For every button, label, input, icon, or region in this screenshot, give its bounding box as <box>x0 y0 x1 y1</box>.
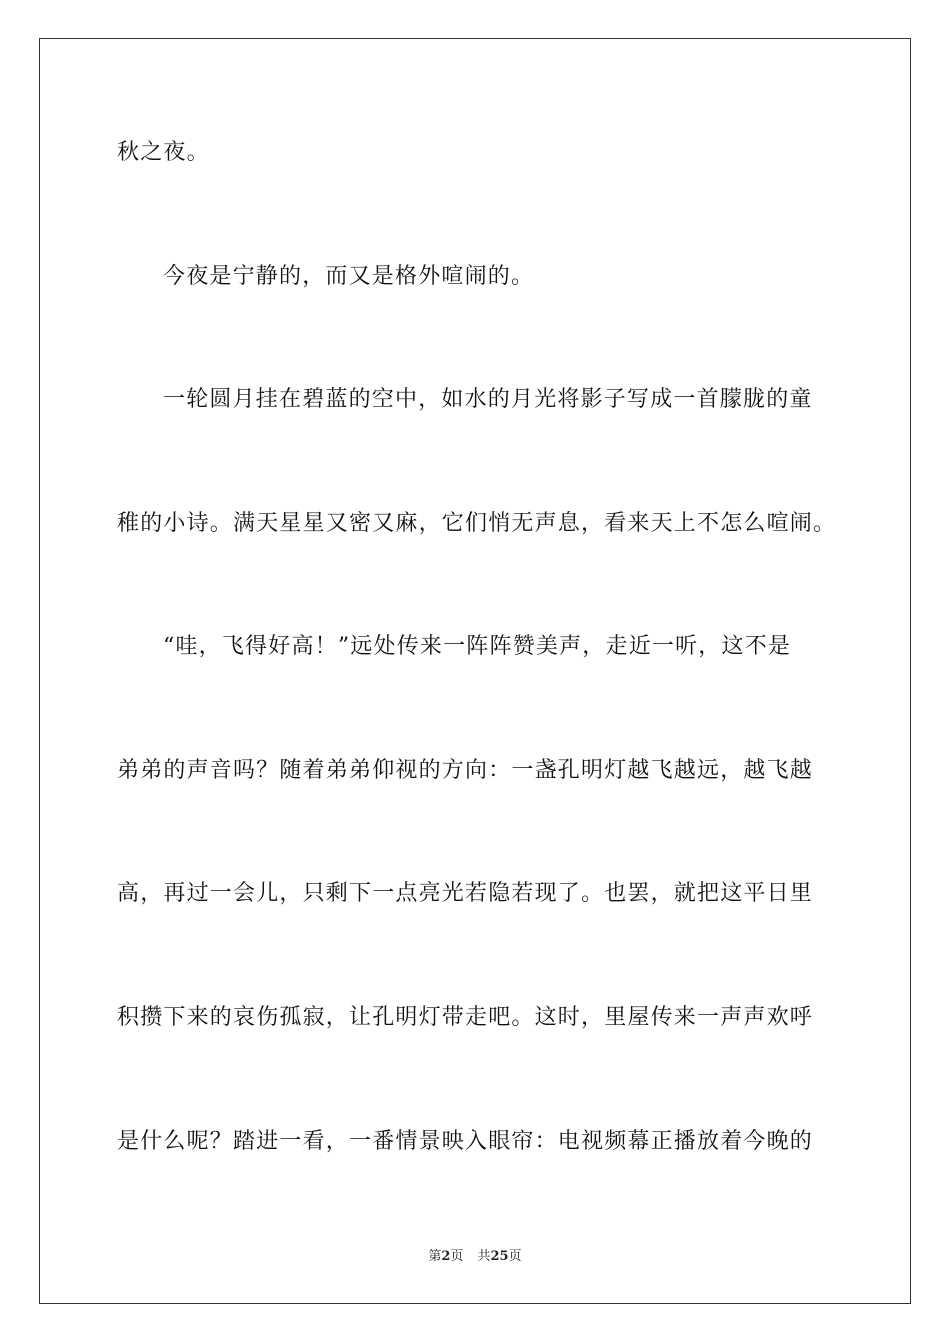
footer-total-suffix: 页 <box>508 1249 522 1264</box>
page-border <box>39 38 911 1304</box>
footer-page-prefix: 第 <box>428 1249 442 1264</box>
text-line-1: 秋之夜。 <box>117 140 210 165</box>
footer-page-suffix: 页 <box>450 1249 464 1264</box>
text-line-7: 高，再过一会儿，只剩下一点亮光若隐若现了。也罢，就把这平日里 <box>117 881 814 906</box>
text-line-4: 稚的小诗。满天星星又密又麻，它们悄无声息，看来天上不怎么喧闹。 <box>117 511 837 536</box>
text-line-8: 积攒下来的哀伤孤寂，让孔明灯带走吧。这时，里屋传来一声声欢呼 <box>117 1005 814 1030</box>
text-line-3: 一轮圆月挂在碧蓝的空中，如水的月光将影子写成一首朦胧的童 <box>163 387 813 412</box>
page-footer <box>0 1248 950 1266</box>
footer-page-number: 2 <box>441 1249 451 1264</box>
text-line-9: 是什么呢？踏进一看，一番情景映入眼帘：电视频幕正播放着今晚的 <box>117 1129 814 1154</box>
text-line-5: “哇，飞得好高！”远处传来一阵阵赞美声，走近一听，这不是 <box>163 634 792 659</box>
text-line-2: 今夜是宁静的，而又是格外喧闹的。 <box>163 264 535 289</box>
footer-total-prefix: 共 <box>477 1249 491 1264</box>
footer-total-pages: 25 <box>490 1249 509 1264</box>
text-line-6: 弟弟的声音吗？随着弟弟仰视的方向：一盏孔明灯越飞越远，越飞越 <box>117 758 814 783</box>
